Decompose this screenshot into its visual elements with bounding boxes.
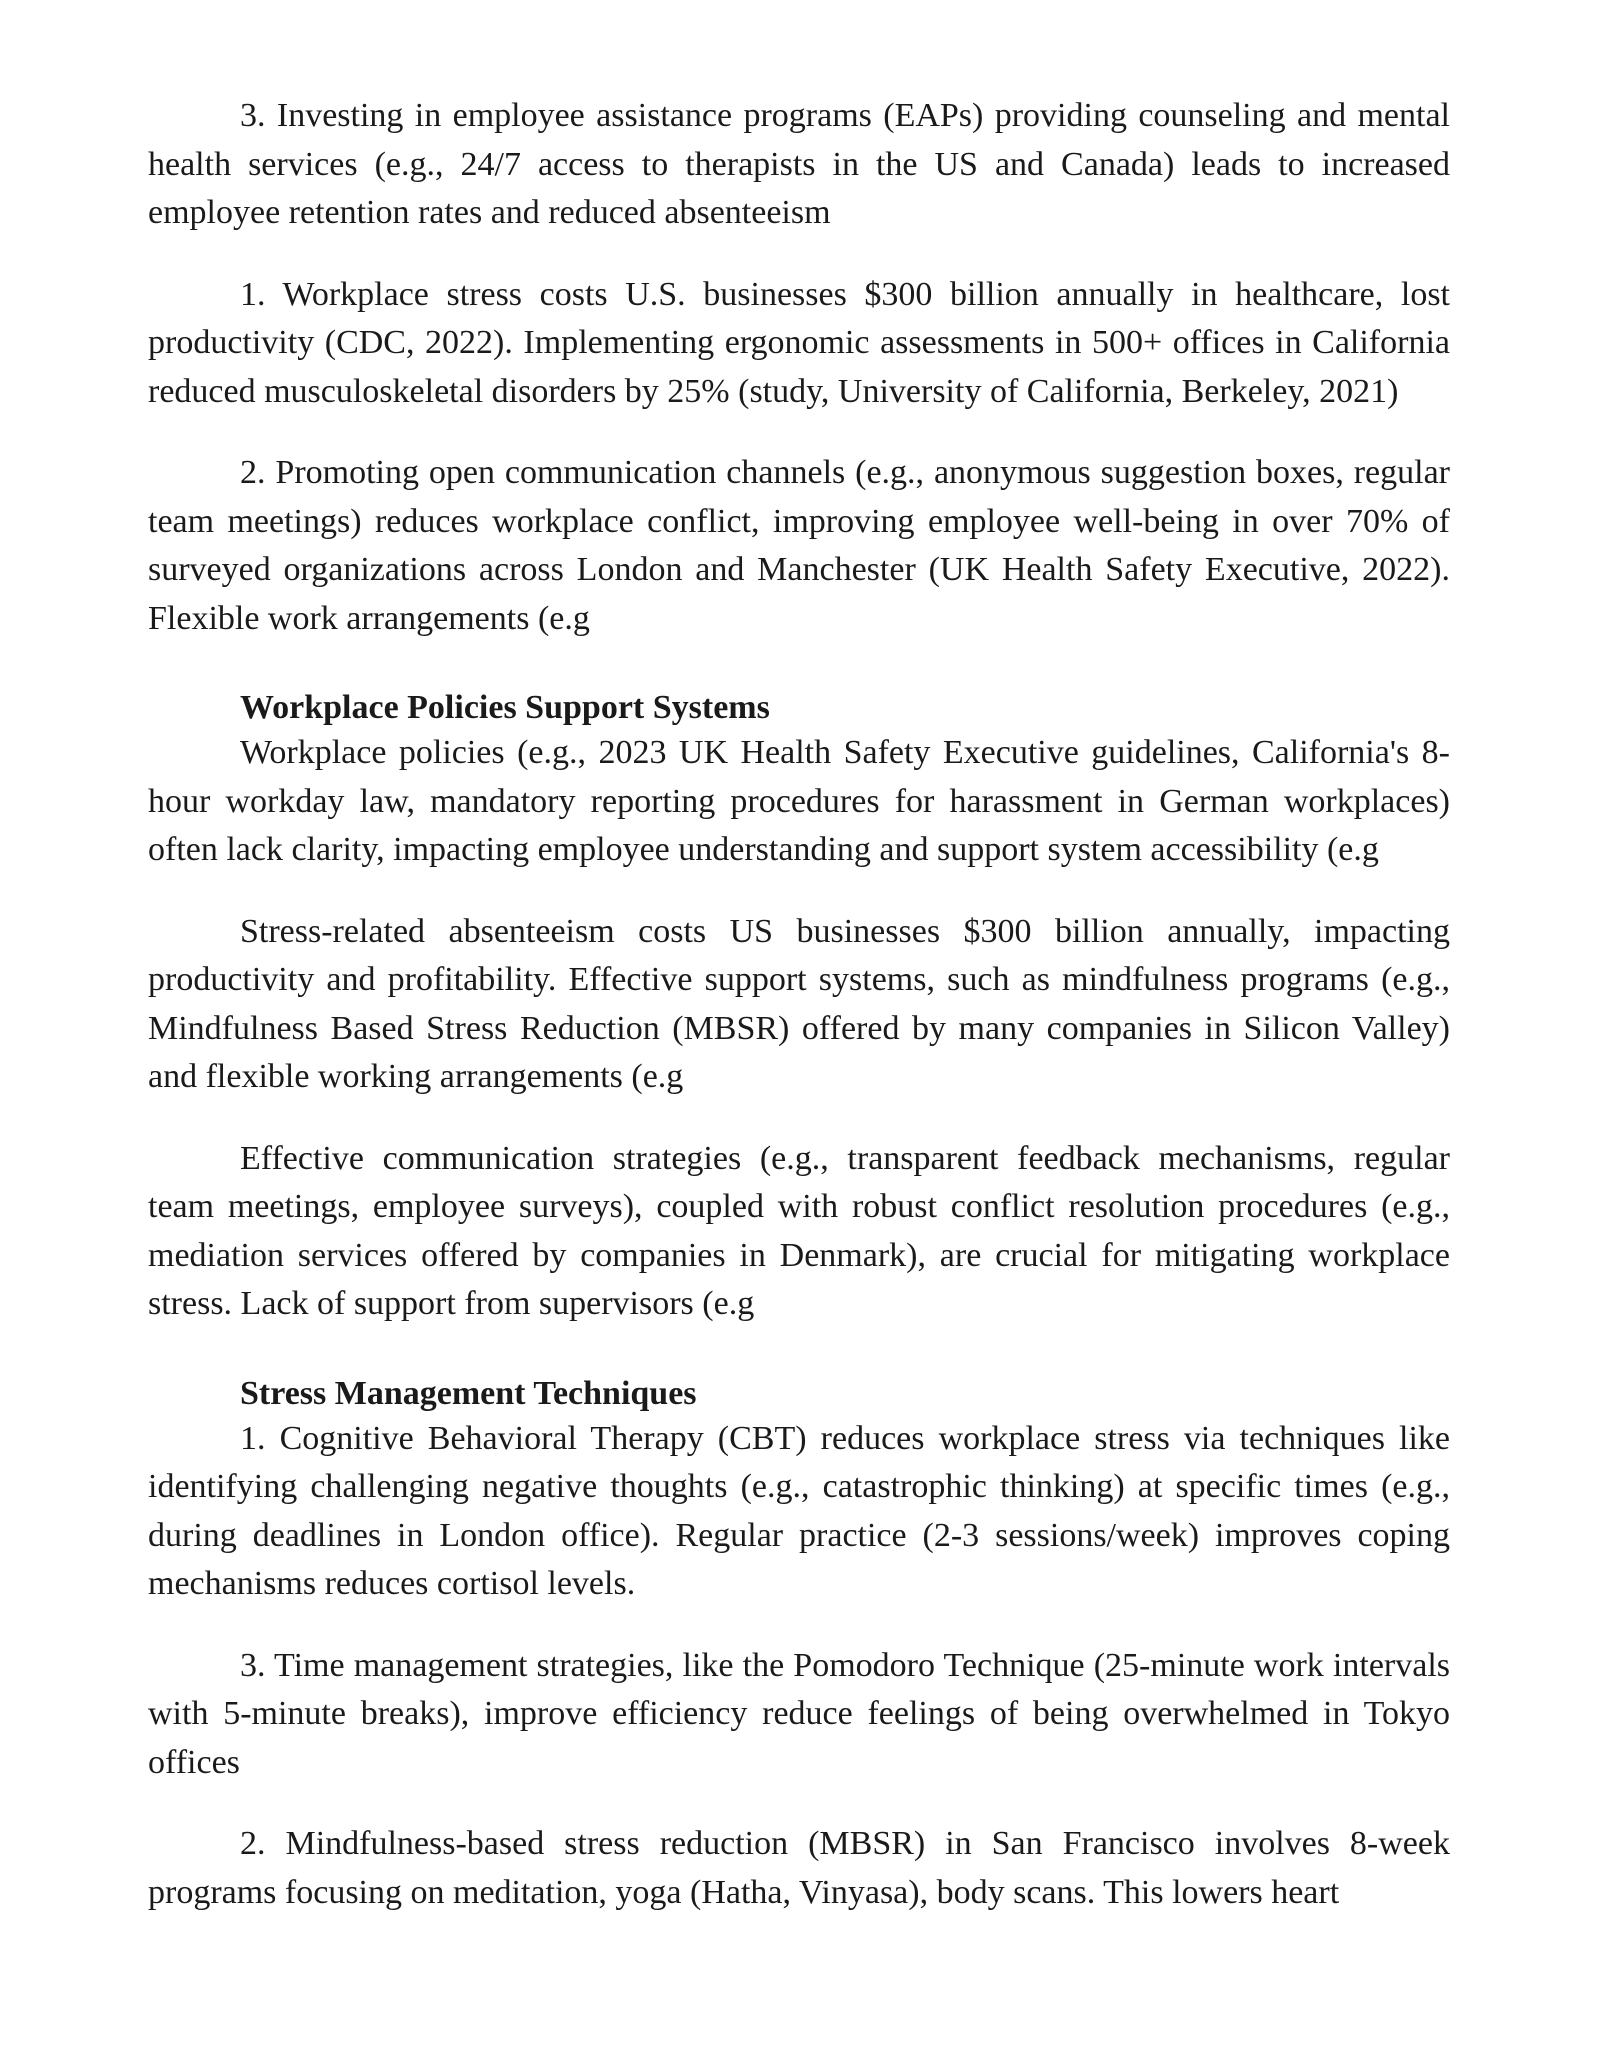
paragraph-open-communication: 2. Promoting open communication channels (e.g., anonymous suggestion boxes, regular team meetings) reduces workplace conflict, improving employee well-being in over 70% of surveyed organizations across London and Manchester (UK Health Safety Executive, 2022). Flexible work arrangements (e.g (148, 454, 1450, 637)
paragraph-workplace-stress-costs: 1. Workplace stress costs U.S. businesses $300 billion annually in healthcare, lost productivity (CDC, 2022). Implementing ergonomic assessments in 500+ offices in California reduced musculoskeletal disorders by 25% (study, University of California, Berkeley, 2021) (148, 275, 1450, 410)
heading-stress-management: Stress Management Techniques (240, 1374, 697, 1412)
paragraph-absenteeism-costs: Stress-related absenteeism costs US businesses $300 billion annually, impacting productivity and profitability. Effective support systems, such as mindfulness programs (e.g., Mindfulness Based Stress Reduction (MBSR) offered by many companies in Silicon Valley) and flexible working arrangements (e.g (148, 912, 1450, 1095)
document-page (148, 92, 1450, 1950)
paragraph-cbt: 1. Cognitive Behavioral Therapy (CBT) reduces workplace stress via techniques like identifying challenging negative thoughts (e.g., catastrophic thinking) at specific times (e.g., during deadlines in London office). Regular practice (2-3 sessions/week) improves coping mechanisms reduces cortisol levels. (148, 1419, 1450, 1602)
paragraph-workplace-policies: Workplace policies (e.g., 2023 UK Health Safety Executive guidelines, California's 8-hour workday law, mandatory reporting procedures for harassment in German workplaces) often lack clarity, impacting employee understanding and support system accessibility (e.g (148, 734, 1450, 868)
paragraph-communication-strategies: Effective communication strategies (e.g., transparent feedback mechanisms, regular team meetings, employee surveys), coupled with robust conflict resolution procedures (e.g., mediation services offered by companies in Denmark), are crucial for mitigating workplace stress. Lack of support from supervisors (e.g (148, 1139, 1450, 1322)
paragraph-time-management: 3. Time management strategies, like the Pomodoro Technique (25-minute work intervals with 5-minute breaks), improve efficiency reduce feelings of being overwhelmed in Tokyo offices (148, 1646, 1450, 1781)
paragraph-eap: 3. Investing in employee assistance programs (EAPs) providing counseling and mental health services (e.g., 24/7 access to therapists in the US and Canada) leads to increased employee retention rates and reduced absenteeism (148, 97, 1450, 231)
heading-workplace-policies: Workplace Policies Support Systems (240, 689, 770, 726)
paragraph-mbsr: 2. Mindfulness-based stress reduction (MBSR) in San Francisco involves 8-week programs focusing on meditation, yoga (Hatha, Vinyasa), body scans. This lowers heart (148, 1825, 1450, 1911)
